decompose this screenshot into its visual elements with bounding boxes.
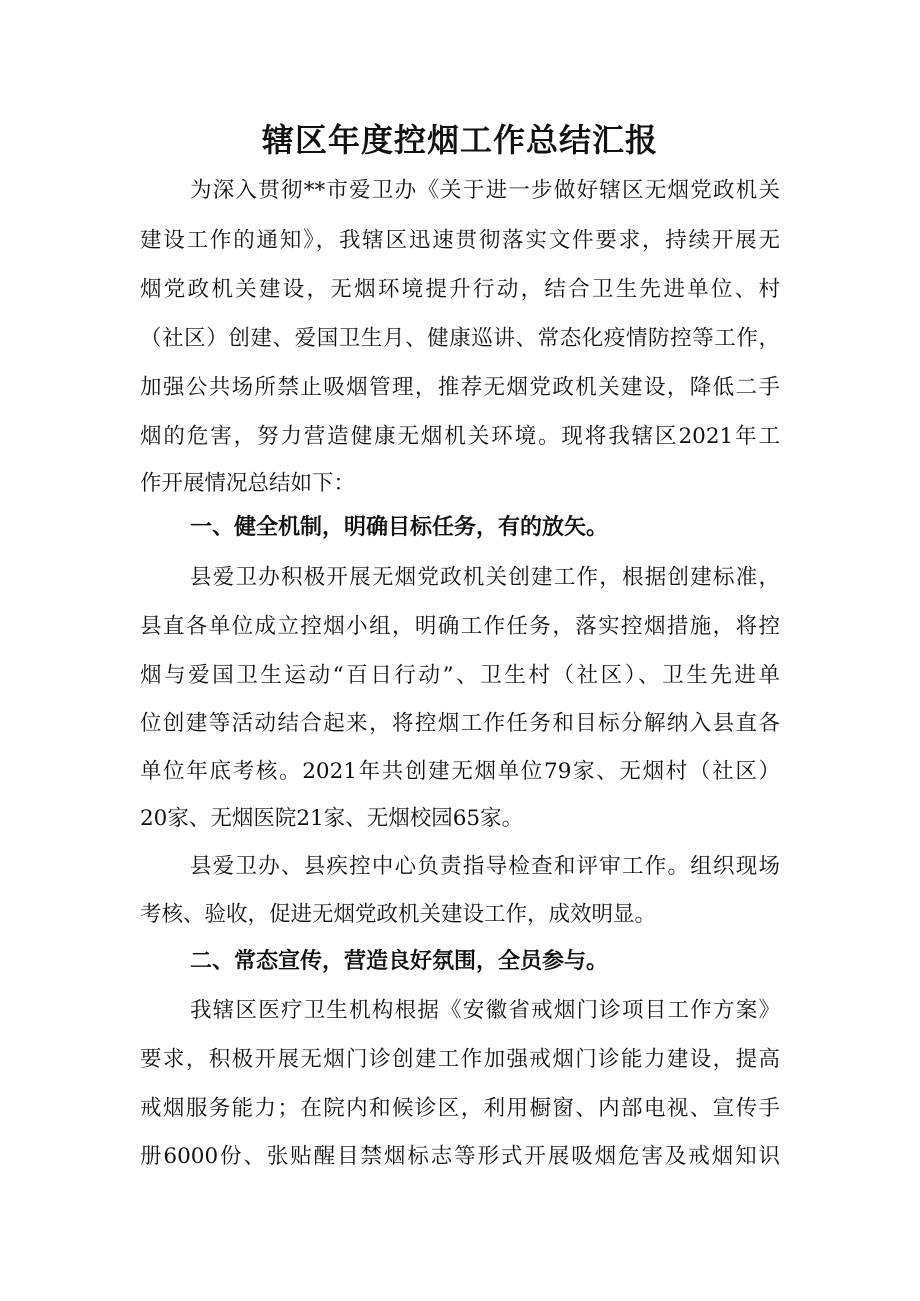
intro-line-6: 烟的危害，努力营造健康无烟机关环境。现将我辖区2021年工	[140, 424, 780, 449]
section-2-heading: 二、常态宣传，营造良好氛围，全员参与。	[190, 949, 609, 974]
document-title: 辖区年度控烟工作总结汇报	[261, 121, 658, 159]
intro-line-7: 作开展情况总结如下：	[140, 471, 356, 496]
section-2-para-1-line-3: 戒烟服务能力；在院内和候诊区，利用橱窗、内部电视、宣传手	[140, 1096, 780, 1121]
section-2-para-1-line-2: 要求，积极开展无烟门诊创建工作加强戒烟门诊能力建设，提高	[140, 1047, 780, 1072]
section-2-para-1-line-4: 册6000份、张贴醒目禁烟标志等形式开展吸烟危害及戒烟知识	[140, 1144, 780, 1169]
intro-line-3: 烟党政机关建设，无烟环境提升行动，结合卫生先进单位、村	[140, 277, 780, 302]
intro-line-2: 建设工作的通知》，我辖区迅速贯彻落实文件要求，持续开展无	[140, 228, 780, 253]
intro-line-4: （社区）创建、爱国卫生月、健康巡讲、常态化疫情防控等工作，	[140, 326, 780, 351]
intro-line-5: 加强公共场所禁止吸烟管理，推荐无烟党政机关建设，降低二手	[140, 375, 780, 400]
section-1-para-2-line-2: 考核、验收，促进无烟党政机关建设工作，成效明显。	[140, 902, 657, 927]
section-1-heading: 一、健全机制，明确目标任务，有的放矢。	[190, 515, 609, 540]
section-1-para-1-line-6: 20家、无烟医院21家、无烟校园65家。	[140, 806, 524, 831]
section-1-para-2-line-1: 县爱卫办、县疾控中心负责指导检查和评审工作。组织现场	[190, 854, 780, 879]
section-2-para-1-line-1: 我辖区医疗卫生机构根据《安徽省戒烟门诊项目工作方案》	[190, 998, 780, 1023]
section-1-para-1-line-1: 县爱卫办积极开展无烟党政机关创建工作，根据创建标准，	[190, 565, 780, 590]
section-1-para-1-line-2: 县直各单位成立控烟小组，明确工作任务，落实控烟措施，将控	[140, 614, 780, 639]
intro-line-1: 为深入贯彻**市爱卫办《关于进一步做好辖区无烟党政机关	[190, 178, 780, 203]
section-1-para-1-line-3: 烟与爱国卫生运动“百日行动”、卫生村（社区）、卫生先进单	[140, 663, 780, 688]
section-1-para-1-line-5: 单位年底考核。2021年共创建无烟单位79家、无烟村（社区）	[140, 759, 780, 784]
section-1-para-1-line-4: 位创建等活动结合起来，将控烟工作任务和目标分解纳入县直各	[140, 711, 780, 736]
